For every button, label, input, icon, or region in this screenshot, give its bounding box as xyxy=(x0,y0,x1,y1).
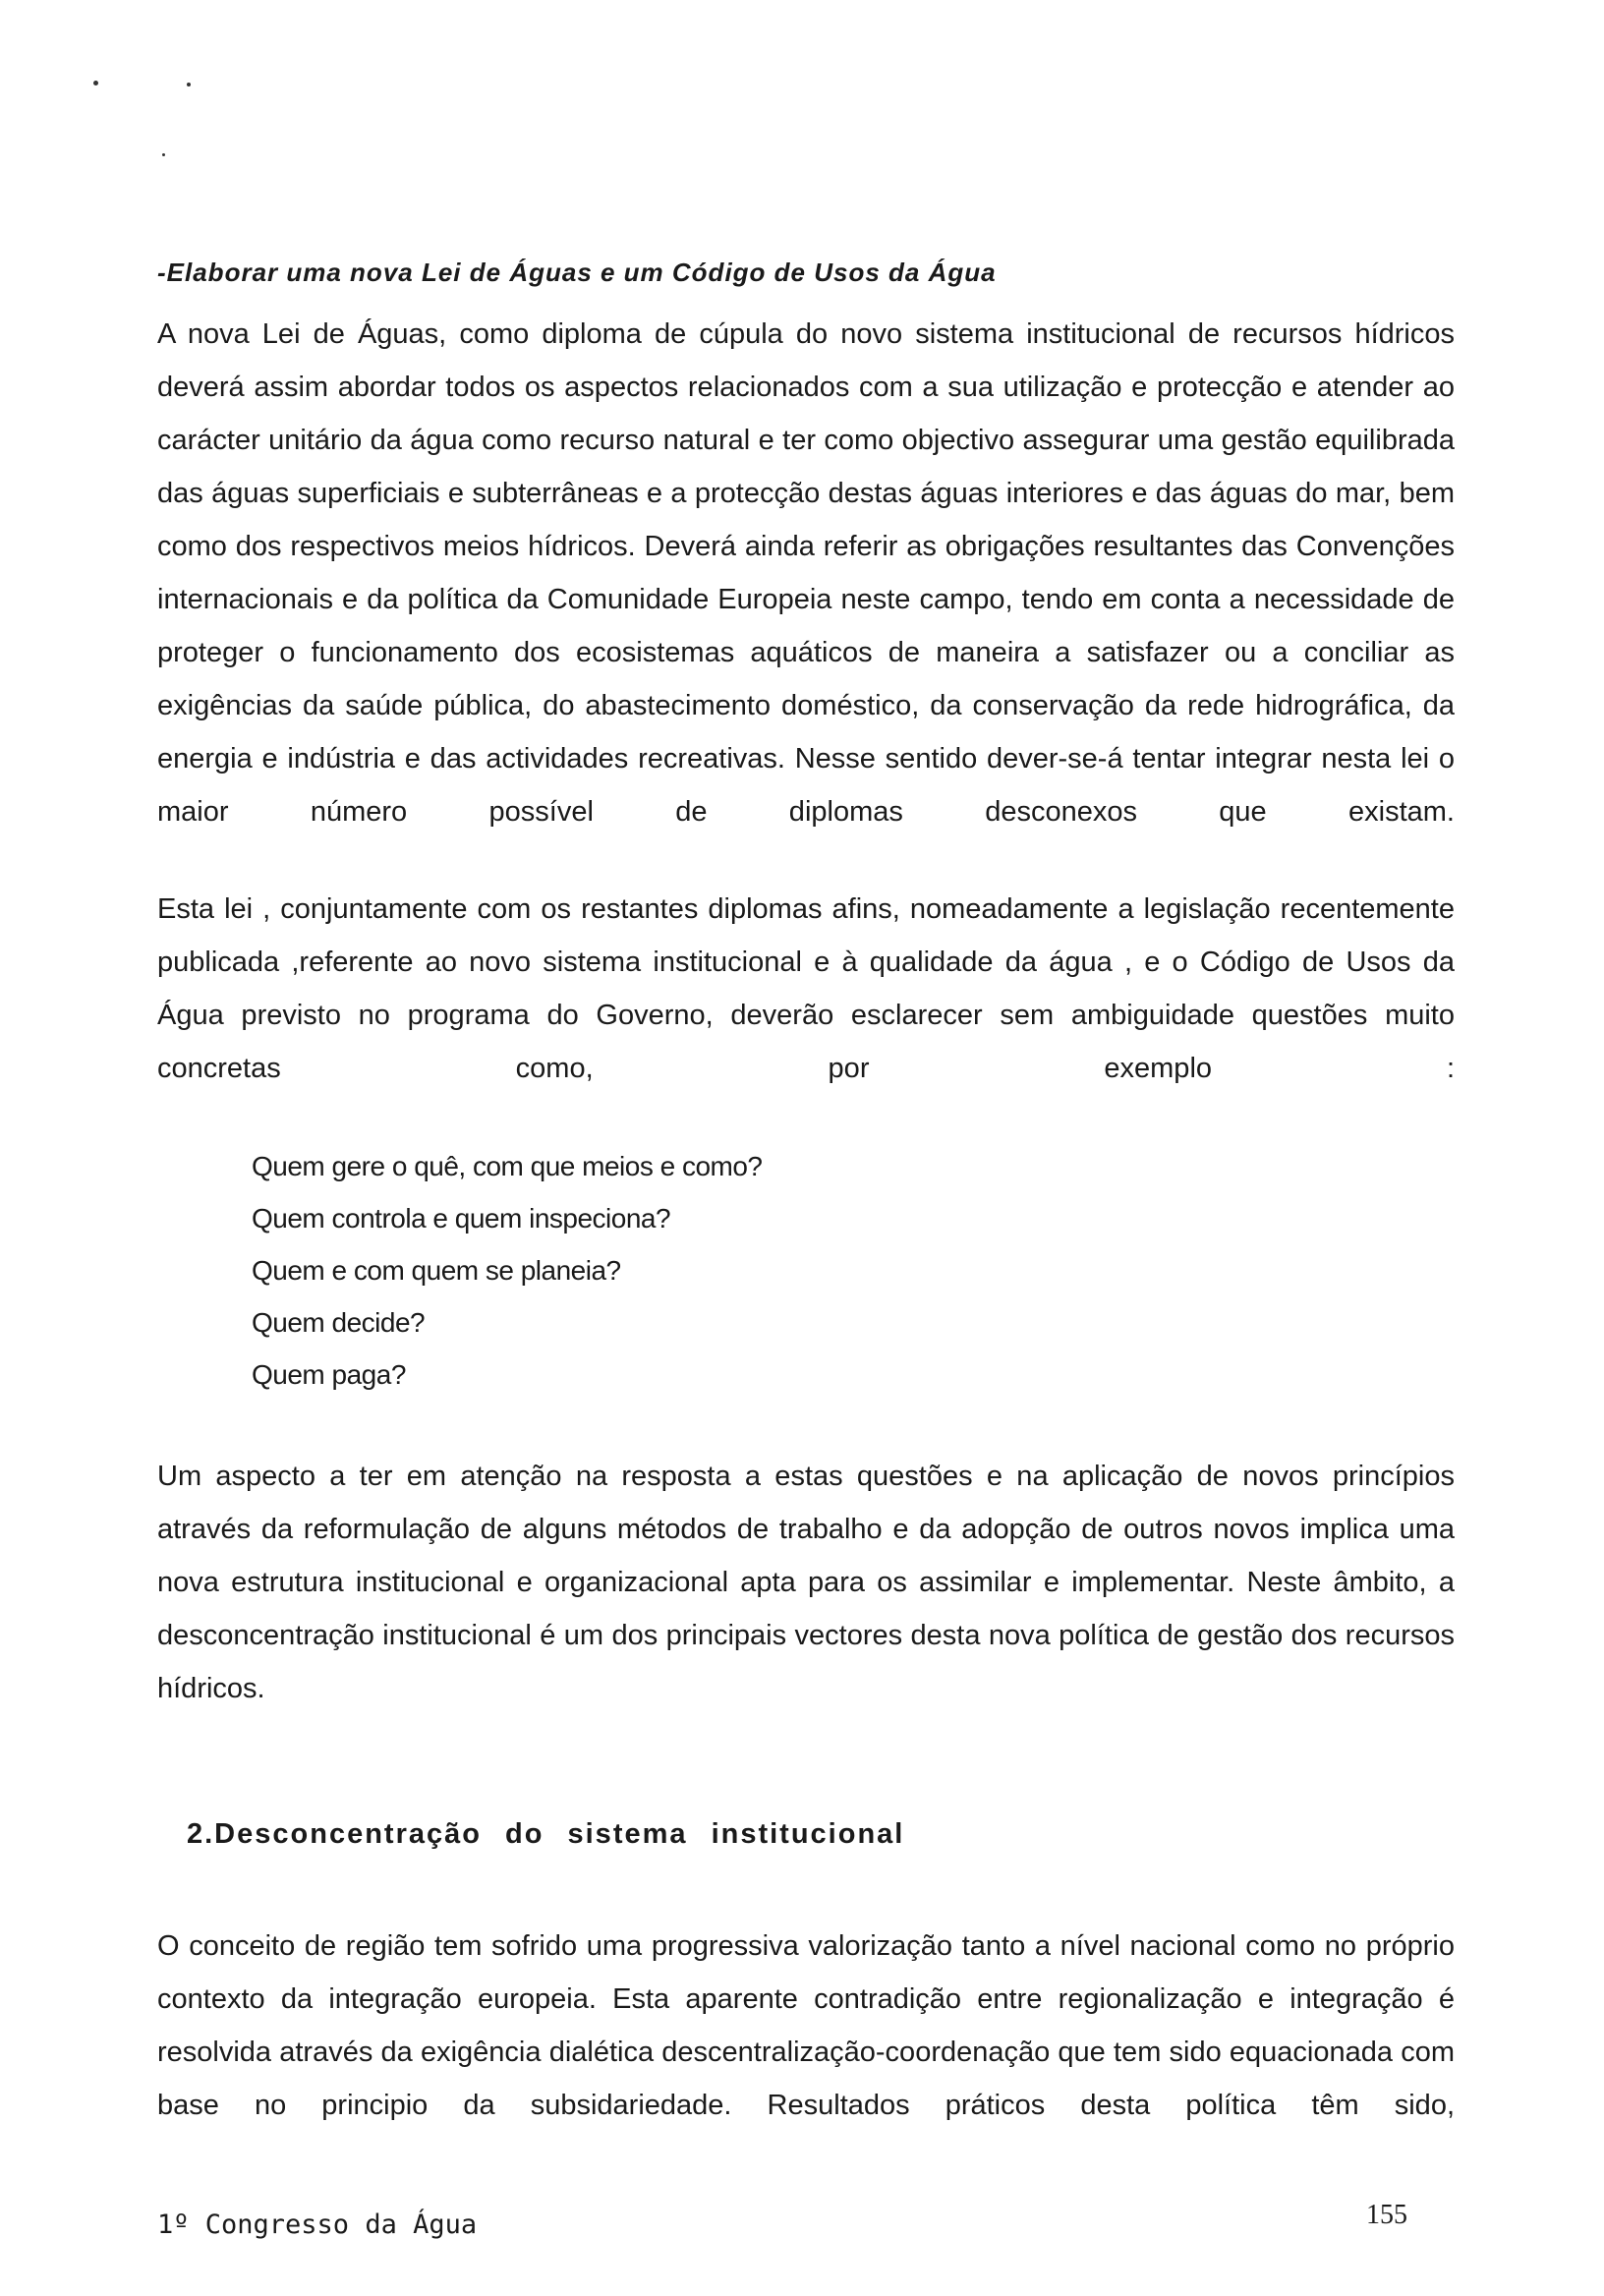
body-paragraph: A nova Lei de Águas, como diploma de cúpula do novo sistema institucional de recursos hídricos deverá assim abordar todos os aspectos relacionados com a sua utilização e protecção e atender ao carácter unitário da água como recurso natural e ter como objectivo assegurar uma gestão equilibrada das águas superficiais e subterrâneas e a protecção destas águas interiores e das águas do mar, bem como dos respectivos meios hídricos. Deverá ainda referir as obrigações resultantes das Convenções internacionais e da política da Comunidade Europeia neste campo, tendo em conta a necessidade de proteger o funcionamento dos ecosistemas aquáticos de maneira a satisfazer ou a conciliar as exigências da saúde pública, do abastecimento doméstico, da conservação da rede hidrográfica, da energia e indústria e das actividades recreativas. Nesse sentido dever-se-á tentar integrar nesta lei o maior número possível de diplomas desconexos que existam. xyxy=(157,318,1455,828)
question-item: Quem paga? xyxy=(252,1359,406,1390)
scan-speck xyxy=(162,153,165,156)
body-paragraph: O conceito de região tem sofrido uma progressiva valorização tanto a nível nacional como no próprio contexto da integração europeia. Esta aparente contradição entre regionalização e integração é resolvida através da exigência dialética descentralização-coordenação que tem sido equacionada com base no principio da subsidariedade. Resultados práticos desta política têm sido, xyxy=(157,1930,1455,2121)
body-paragraph: Um aspecto a ter em atenção na resposta a estas questões e na aplicação de novos princípios através da reformulação de alguns métodos de trabalho e da adopção de outros novos implica uma nova estrutura institucional e organizacional apta para os assimilar e implementar. Neste âmbito, a desconcentração institucional é um dos principais vectores desta nova política de gestão dos recursos hídricos. xyxy=(157,1461,1455,1704)
footer-conference-title: 1º Congresso da Água xyxy=(157,2210,478,2240)
page-number: 155 xyxy=(1366,2200,1407,2230)
chapter-heading: 2.Desconcentração do sistema institucional xyxy=(187,1818,905,1850)
question-item: Quem controla e quem inspeciona? xyxy=(252,1203,671,1234)
scan-speck xyxy=(93,81,98,86)
section-heading: -Elaborar uma nova Lei de Águas e um Código de Usos da Água xyxy=(157,258,997,287)
body-paragraph: Esta lei , conjuntamente com os restantes diplomas afins, nomeadamente a legislação recentemente publicada ,referente ao novo sistema institucional e à qualidade da água , e o Código de Usos da Água previsto no programa do Governo, deverão esclarecer sem ambiguidade questões muito concretas como, por exemplo : xyxy=(157,893,1455,1084)
question-item: Quem decide? xyxy=(252,1307,426,1338)
question-item: Quem e com quem se planeia? xyxy=(252,1255,621,1286)
scan-speck xyxy=(187,83,191,86)
question-item: Quem gere o quê, com que meios e como? xyxy=(252,1151,763,1181)
question-list xyxy=(252,1140,763,1401)
